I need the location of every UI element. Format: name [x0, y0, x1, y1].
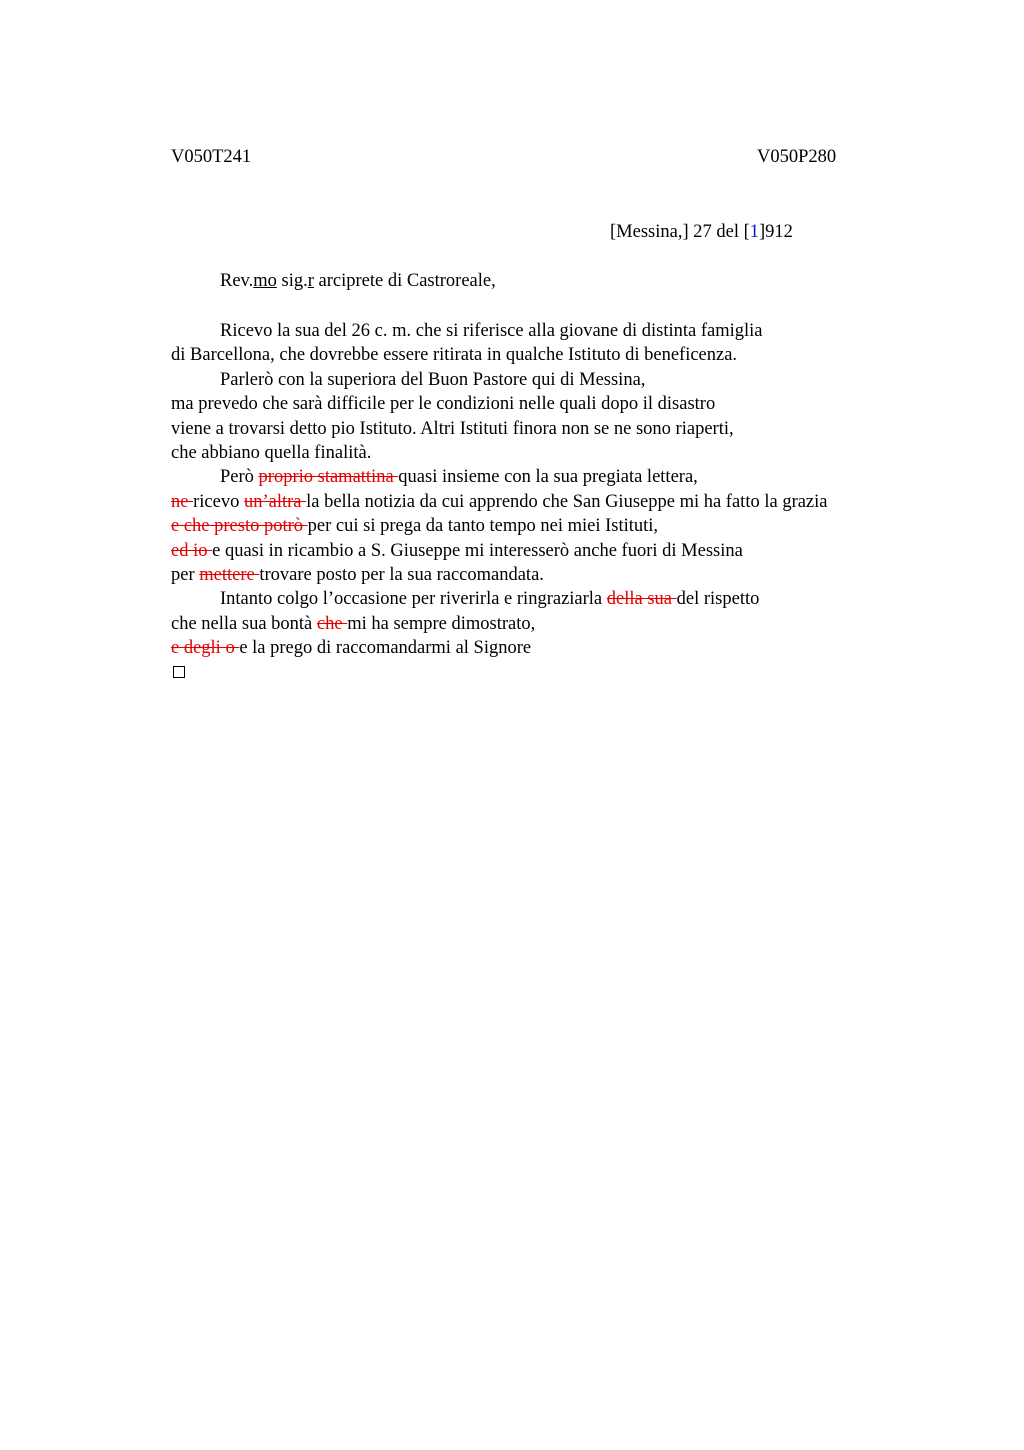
line-13-text-b: mi ha sempre dimostrato, — [347, 613, 536, 634]
body-line-9 — [171, 514, 931, 538]
line-8-text-a: ricevo — [193, 491, 244, 512]
document-reference-right: V050P280 — [757, 147, 837, 167]
body-line-3: Parlerò con la superiora del Buon Pastore qui di Messina, — [220, 369, 646, 390]
letter-date — [610, 223, 793, 242]
letter-body — [171, 319, 931, 685]
deleted-text: che — [316, 613, 348, 634]
line-9-text-a: per cui si prega da tanto tempo nei miei Istituti, — [307, 516, 659, 537]
line-7-text-b: quasi insieme con la sua pregiata lettera, — [398, 467, 698, 488]
body-line-13 — [171, 612, 931, 636]
salutation-r-abbrev: r — [307, 271, 314, 291]
body-line-7 — [171, 465, 931, 489]
body-line-4: ma prevedo che sarà difficile per le condizioni nelle quali dopo il disastro — [171, 394, 716, 415]
salutation-rev: Rev. — [220, 271, 254, 291]
empty-box-icon — [173, 666, 185, 678]
body-line-10 — [171, 539, 931, 563]
deleted-text: ne — [171, 491, 194, 512]
line-13-text-a: che nella sua bontà — [171, 613, 317, 634]
deleted-text: e degli o — [171, 638, 240, 659]
document-reference-left: V050T241 — [171, 147, 252, 167]
body-line-11 — [171, 563, 931, 587]
salutation-sig: sig. — [276, 271, 308, 291]
date-inserted-digit: 1 — [749, 222, 759, 242]
body-line-8 — [171, 490, 931, 514]
deleted-text: un’altra — [243, 491, 307, 512]
body-line-14 — [171, 636, 931, 660]
date-suffix: ]912 — [759, 222, 793, 242]
body-line-12 — [171, 587, 931, 611]
line-12-text-a: Intanto colgo l’occasione per riverirla e ringraziarla — [220, 589, 607, 610]
line-12-text-b: del rispetto — [676, 589, 760, 610]
body-line-5: viene a trovarsi detto pio Istituto. Altri Istituti finora non se ne sono riaperti, — [171, 418, 734, 439]
line-10-text-a: e quasi in ricambio a S. Giuseppe mi interesserò anche fuori di Messina — [212, 540, 743, 561]
deleted-text: mettere — [199, 564, 260, 585]
letter-salutation — [220, 272, 496, 291]
line-11-text-b: trovare posto per la sua raccomandata. — [259, 564, 544, 585]
body-line-1: Ricevo la sua del 26 c. m. che si riferisce alla giovane di distinta famiglia — [220, 321, 763, 341]
deleted-text: proprio stamattina — [258, 467, 399, 488]
deleted-text: della sua — [606, 589, 677, 610]
line-14-text-a: e la prego di raccomandarmi al Signore — [239, 638, 532, 659]
line-7-text-a: Però — [220, 467, 259, 488]
deleted-text: e che presto potrò — [171, 516, 308, 537]
line-11-text-a: per — [171, 564, 200, 585]
deleted-text: ed io — [171, 540, 213, 561]
date-prefix: [Messina,] 27 del [ — [610, 222, 750, 242]
salutation-mo-abbrev: mo — [253, 271, 277, 291]
line-8-text-b: la bella notizia da cui apprendo che San Giuseppe mi ha fatto la grazia — [306, 491, 828, 512]
salutation-rest: arciprete di Castroreale, — [313, 271, 496, 291]
body-line-2: di Barcellona, che dovrebbe essere ritirata in qualche Istituto di beneficenza. — [171, 345, 738, 366]
body-line-15 — [171, 660, 931, 684]
body-line-6: che abbiano quella finalità. — [171, 442, 372, 463]
